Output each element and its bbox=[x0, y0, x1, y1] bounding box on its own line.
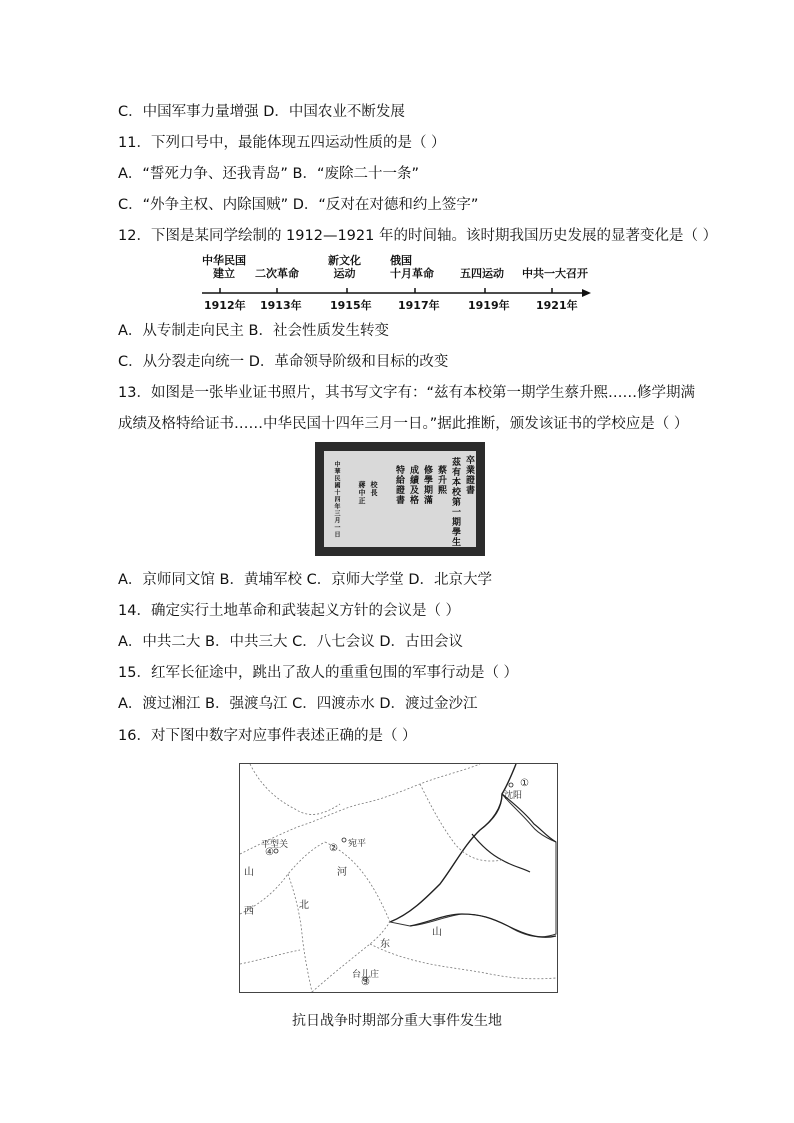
q13-stem-line2: 成绩及格特给证书……中华民国十四年三月一日。”据此推断，颁发该证书的学校应是（ ） bbox=[118, 416, 689, 432]
q10-options-cd: C．中国军事力量增强 D．中国农业不断发展 bbox=[118, 104, 405, 120]
label-shenyang: 沈阳 bbox=[504, 791, 523, 801]
historical-map bbox=[239, 763, 558, 993]
timeline-figure bbox=[200, 252, 592, 314]
q13-options: A．京师同文馆 B．黄埔军校 C．京师大学堂 D．北京大学 bbox=[118, 572, 492, 588]
label-bei-hebei: 北 bbox=[299, 900, 309, 911]
label-shan-shanxi: 山 bbox=[244, 867, 254, 878]
q15-stem: 15．红军长征途中，跳出了敌人的重重包围的军事行动是（ ） bbox=[118, 665, 519, 681]
q11-stem: 11．下列口号中，最能体现五四运动性质的是（ ） bbox=[118, 135, 446, 151]
label-xi-shanxi: 西 bbox=[244, 906, 254, 917]
q14-options: A．中共二大 B．中共三大 C．八七会议 D．古田会议 bbox=[118, 634, 463, 650]
timeline-event-6: 中共一大召开 bbox=[522, 267, 588, 280]
certificate-photo: 卒業證書 茲有本校第一期學生 蔡升熙 修學期滿 成績及格 特給證書 校長 蔣中正 中華民國十四年三月一日 bbox=[315, 442, 485, 556]
label-pingxingguan: 平型关 bbox=[261, 840, 289, 850]
timeline-event-1: 中华民国 建立 bbox=[202, 254, 246, 280]
q11-options-cd: C．“外争主权、内除国贼” D．“反对在对德和约上签字” bbox=[118, 197, 479, 213]
label-dong-shandong: 东 bbox=[380, 939, 390, 950]
label-he-hebei: 河 bbox=[337, 867, 347, 878]
timeline-year-1919: 1919年 bbox=[468, 299, 510, 312]
q16-stem: 16．对下图中数字对应事件表述正确的是（ ） bbox=[118, 728, 417, 744]
q13-stem-line1: 13．如图是一张毕业证书照片，其书写文字有：“兹有本校第一期学生蔡升熙……修学期满 bbox=[118, 385, 695, 401]
timeline-event-4: 俄国 十月革命 bbox=[390, 254, 434, 280]
timeline-year-1921: 1921年 bbox=[536, 299, 578, 312]
timeline-event-5: 五四运动 bbox=[460, 267, 504, 280]
timeline-year-1915: 1915年 bbox=[330, 299, 372, 312]
q12-options-cd: C．从分裂走向统一 D．革命领导阶级和目标的改变 bbox=[118, 354, 449, 370]
label-wanping: 宛平 bbox=[348, 839, 367, 849]
label-shan-shandong: 山 bbox=[432, 927, 442, 938]
q14-stem: 14．确定实行土地革命和武装起义方针的会议是（ ） bbox=[118, 603, 461, 619]
label-event-3: ③ bbox=[361, 977, 370, 988]
q11-options-ab: A．“誓死力争、还我青岛” B．“废除二十一条” bbox=[118, 166, 420, 182]
q12-stem: 12．下图是某同学绘制的 1912—1921 年的时间轴。该时期我国历史发展的显著变化是（ ） bbox=[118, 228, 718, 244]
timeline-year-1913: 1913年 bbox=[260, 299, 302, 312]
timeline-event-2: 二次革命 bbox=[255, 267, 299, 280]
q15-options: A．渡过湘江 B．强渡乌江 C．四渡赤水 D．渡过金沙江 bbox=[118, 696, 478, 712]
timeline-year-1917: 1917年 bbox=[398, 299, 440, 312]
map-caption: 抗日战争时期部分重大事件发生地 bbox=[292, 1013, 502, 1029]
label-event-2: ② bbox=[329, 843, 338, 854]
label-taierzhuang: 台儿庄 bbox=[352, 970, 380, 980]
timeline-year-1912: 1912年 bbox=[204, 299, 246, 312]
label-event-4: ④ bbox=[265, 847, 274, 858]
timeline-event-3: 新文化 运动 bbox=[328, 254, 361, 280]
label-event-1: ① bbox=[520, 778, 529, 789]
q12-options-ab: A．从专制走向民主 B．社会性质发生转变 bbox=[118, 323, 389, 339]
